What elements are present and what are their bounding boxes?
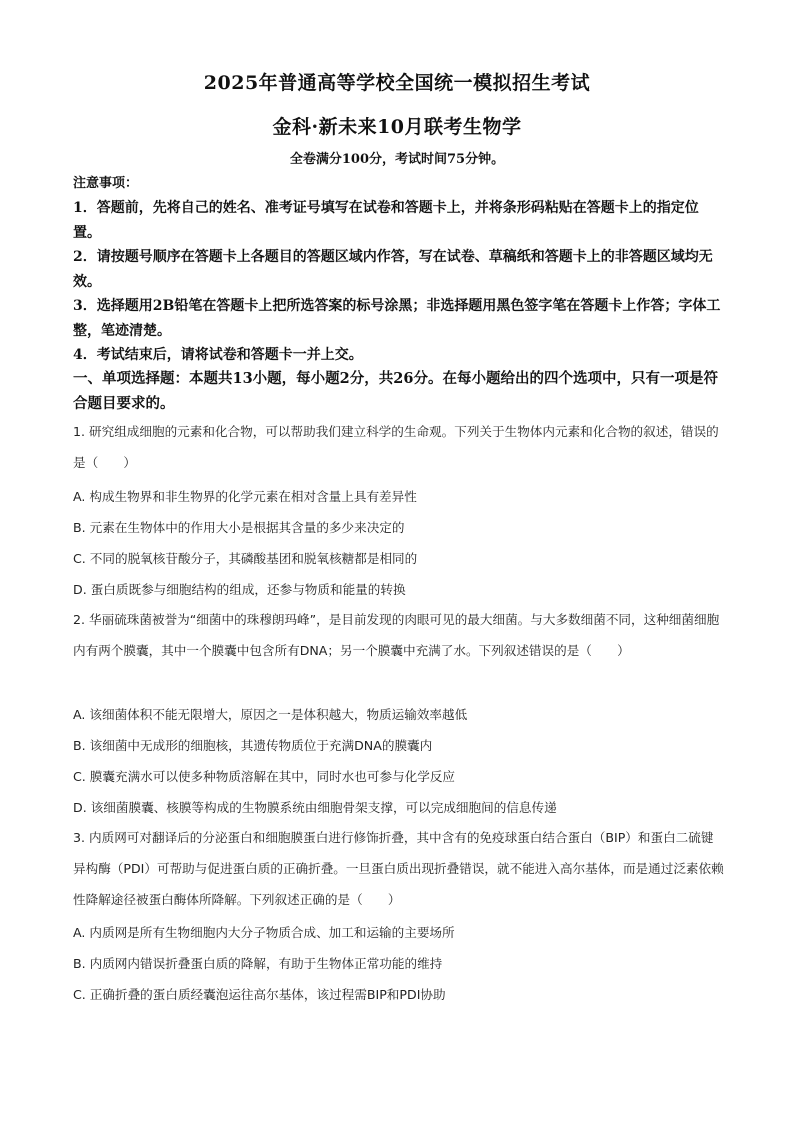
exam-subtitle: 金科·新未来10月联考生物学: [272, 116, 522, 138]
question-3-stem: 3. 内质网可对翻译后的分泌蛋白和细胞膜蛋白进行修饰折叠，其中含有的免疫球蛋白结合蛋白（BIP）和蛋白二硫键异构酶（PDI）可帮助与促进蛋白质的正确折叠。一旦蛋白质出现折叠错误，就不能进入高尔基体，而是通过泛素依赖性降解途径被蛋白酶体所降解。下列叙述正确的是（ ）: [73, 830, 724, 907]
question-1-option-a: A. 构成生物界和非生物界的化学元素在相对含量上具有差异性: [73, 489, 417, 504]
question-1-option-d: D. 蛋白质既参与细胞结构的组成，还参与物质和能量的转换: [73, 582, 406, 597]
question-2-option-b: B. 该细菌中无成形的细胞核，其遗传物质位于充满DNA的膜囊内: [73, 738, 433, 753]
section-title: 一、单项选择题：本题共13小题，每小题2分，共26分。在每小题给出的四个选项中，只有一项是符合题目要求的。: [73, 370, 718, 412]
question-1-option-c: C. 不同的脱氧核苷酸分子，其磷酸基团和脱氧核糖都是相同的: [73, 551, 418, 566]
exam-info: 全卷满分100分，考试时间75分钟。: [289, 152, 505, 167]
question-2-option-a: A. 该细菌体积不能无限增大，原因之一是体积越大，物质运输效率越低: [73, 707, 468, 722]
question-2-stem: 2. 华丽硫珠菌被誉为“细菌中的珠穆朗玛峰”，是目前发现的肉眼可见的最大细菌。与大多数细菌不同，这种细菌细胞内有两个膜囊，其中一个膜囊中包含所有DNA；另一个膜囊中充满了水。下列叙述错误的是（ ）: [73, 612, 720, 658]
notice-item-3: 3．选择题用2B铅笔在答题卡上把所选答案的标号涂黑；非选择题用黑色签字笔在答题卡上作答；字体工整，笔迹清楚。: [73, 298, 721, 339]
question-3-option-c: C. 正确折叠的蛋白质经囊泡运往高尔基体，该过程需BIP和PDI协助: [73, 987, 446, 1002]
question-2-option-d: D. 该细菌膜囊、核膜等构成的生物膜系统由细胞骨架支撑，可以完成细胞间的信息传递: [73, 800, 557, 815]
question-1-option-b: B. 元素在生物体中的作用大小是根据其含量的多少来决定的: [73, 520, 405, 535]
notice-item-2: 2．请按题号顺序在答题卡上各题目的答题区域内作答，写在试卷、草稿纸和答题卡上的非答题区域均无效。: [73, 249, 713, 290]
question-1-stem: 1. 研究组成细胞的元素和化合物，可以帮助我们建立科学的生命观。下列关于生物体内元素和化合物的叙述，错误的是（ ）: [73, 424, 719, 470]
notice-item-4: 4．考试结束后，请将试卷和答题卡一并上交。: [73, 347, 363, 363]
notice-item-1: 1．答题前，先将自己的姓名、准考证号填写在试卷和答题卡上，并将条形码粘贴在答题卡上的指定位置。: [73, 200, 699, 241]
question-3-option-b: B. 内质网内错误折叠蛋白质的降解，有助于生物体正常功能的维持: [73, 956, 443, 971]
question-2-option-c: C. 膜囊充满水可以使多种物质溶解在其中，同时水也可参与化学反应: [73, 769, 456, 784]
question-3-option-a: A. 内质网是所有生物细胞内大分子物质合成、加工和运输的主要场所: [73, 925, 455, 940]
notice-heading: 注意事项：: [73, 176, 139, 191]
exam-title: 2025年普通高等学校全国统一模拟招生考试: [203, 72, 591, 94]
